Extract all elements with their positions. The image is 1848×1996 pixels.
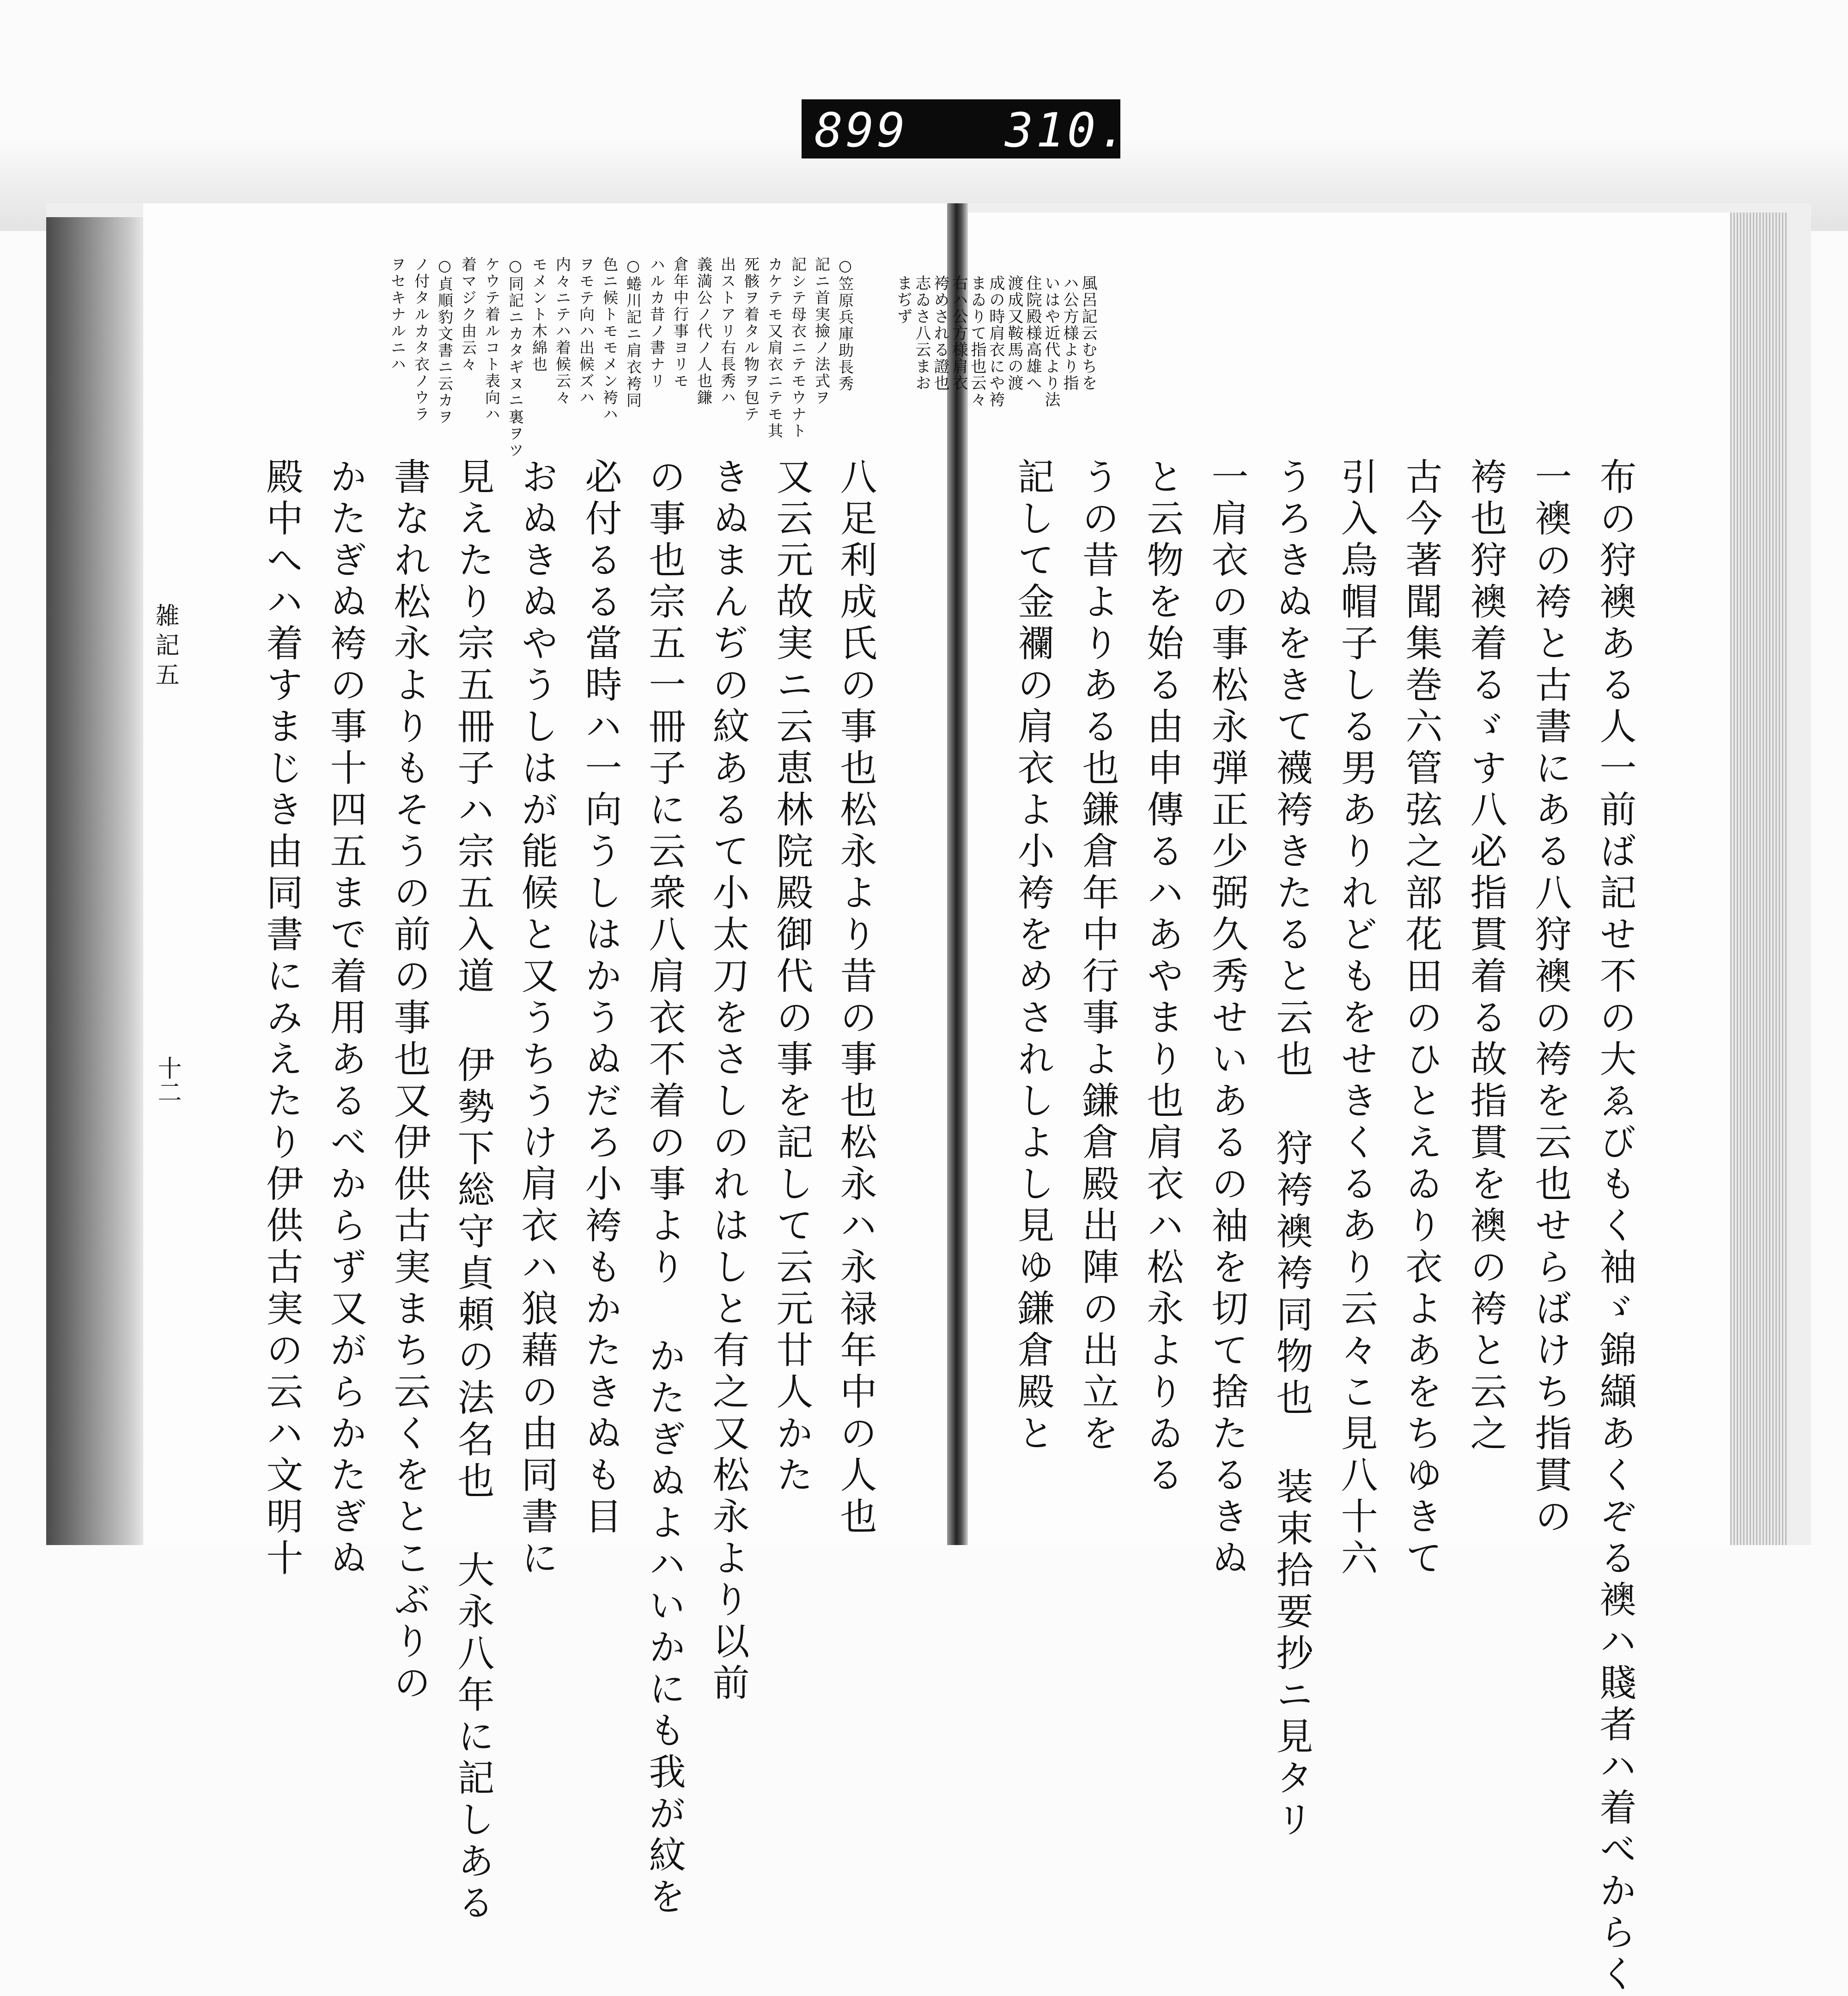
text-column: 見えたり宗五冊子ハ宗五入道 伊勢下総守貞頼の法名也 大永八年に記しある <box>451 457 494 1925</box>
text-column: かたぎぬ袴の事十四五まで着用あるべからず又がらかたぎぬ <box>324 457 367 1580</box>
running-head: 雑記五 <box>151 603 179 692</box>
text-column: 布の狩襖ある人一前ば記せ不の大ゑびもく袖ゞ錦纈あくぞる襖ハ賤者ハ着べからく <box>1593 457 1636 1996</box>
note-line: まゐりて指也云々 <box>968 275 986 408</box>
note-line: ○笠原兵庫助長秀 <box>836 256 854 392</box>
note-line: 袴めされる證也 <box>931 275 949 391</box>
note-line: 義満公ノ代ノ人也鎌 <box>695 256 713 406</box>
note-line: 記シテ母衣ニテモウナト <box>789 256 807 439</box>
note-line: ヲセキナルニハ <box>389 256 407 373</box>
note-line: 内々ニテハ着候云々 <box>553 256 571 406</box>
text-column: うの昔よりある也鎌倉年中行事よ鎌倉殿出陣の出立を <box>1076 457 1119 1455</box>
note-line: ○同記ニカタギヌニ裏ヲツ <box>506 256 524 459</box>
text-column: 古今著聞集巻六管弦之部花田のひとえゐり衣よあをちゆきて <box>1399 457 1442 1580</box>
text-column: の事也宗五一冊子に云衆八肩衣不着の事より かたぎぬよハいかにも我が紋を <box>643 457 686 1919</box>
text-column: 一肩衣の事松永弾正少弼久秀せいあるの袖を切て捨たるきぬ <box>1205 457 1248 1580</box>
note-line: 色ニ候トモモメン袴ハ <box>601 256 619 423</box>
book-edge-right <box>1730 213 1788 1545</box>
note-line: 右ハ公方様肩衣 <box>949 275 968 391</box>
text-column: うろきぬをきて襪袴きたると云也 狩袴襖袴同物也 装束拾要抄ニ見タリ <box>1270 457 1313 1842</box>
note-line: 風呂記云むちを <box>1079 275 1097 391</box>
note-line: 死骸ヲ着タル物ヲ包テ <box>742 256 760 423</box>
note-line: ○貞順豹文書ニ云カヲ <box>436 256 454 426</box>
book-edge-left <box>46 217 143 1545</box>
text-column: 書なれ松永よりもそうの前の事也又伊供古実まち云くをとこぶりの <box>388 457 431 1705</box>
text-column: 八足利成氏の事也松永より昔の事也松永ハ永禄年中の人也 <box>834 457 877 1539</box>
text-column: 殿中へハ着すまじき由同書にみえたり伊供古実の云ハ文明十 <box>260 457 303 1580</box>
note-line: 記ニ首実撿ノ法式ヲ <box>813 256 831 406</box>
note-line: カケテモ又肩衣ニテモ其 <box>766 256 784 439</box>
note-line: 倉年中行事ヨリモ <box>671 256 689 389</box>
note-line: 志ゐさ八云まお <box>912 275 931 391</box>
note-line: 住院殿様高雄へ <box>1023 275 1042 391</box>
text-column: おぬきぬやうしはが能候と又うちうけ肩衣ハ狼藉の由同書に <box>515 457 558 1580</box>
text-column: と云物を始る由申傳るハあやまり也肩衣ハ松永よりゐる <box>1141 457 1184 1497</box>
left-page-notes <box>256 256 857 474</box>
catalog-number-label <box>802 99 1130 158</box>
note-line: まぢず <box>894 275 912 325</box>
note-line: いはや近代より法 <box>1042 275 1060 408</box>
note-line: 出ストアリ右長秀ハ <box>718 256 736 406</box>
note-line: モメント木綿也 <box>530 256 548 373</box>
text-column: 記して金襴の肩衣よ小袴をめされしよし見ゆ鎌倉殿と <box>1011 457 1054 1455</box>
text-column: 又云元故実ニ云恵林院殿御代の事を記して云元廿人かた <box>770 457 813 1497</box>
right-page-main-text <box>940 457 1647 1996</box>
note-line: ハルカ昔ノ書ナリ <box>648 256 666 389</box>
note-line: 着マジク由云々 <box>459 256 477 373</box>
note-line: ケウテ着ルコト表向ハ <box>483 256 501 423</box>
catalog-number-left: 899 <box>815 103 908 158</box>
note-line: ハ公方様より指 <box>1060 275 1079 391</box>
catalog-number-right: 310. <box>1005 103 1130 158</box>
right-page-notes <box>894 275 1097 441</box>
text-column: きぬまんぢの紋あるて小太刀をさしのれはしと有之又松永より以前 <box>706 457 749 1705</box>
note-line: ノ付タルカタ衣ノウラ <box>412 256 430 423</box>
note-line: ヲモテ向ハ出候ズハ <box>577 256 595 406</box>
text-column: 必付るる當時ハ一向うしはかうぬだろ小袴もかたきぬも目 <box>579 457 622 1539</box>
note-line: ○蜷川記ニ肩衣袴同 <box>624 256 642 409</box>
note-line: 渡成又鞍馬の渡 <box>1005 275 1023 391</box>
text-column: 引入烏帽子しる男ありれどもをせきくるあり云々こ見八十六 <box>1335 457 1378 1580</box>
page-number: 十二 <box>153 1056 181 1104</box>
note-line: 成の時肩衣にや袴 <box>986 275 1005 408</box>
left-page-main-text <box>185 457 887 1925</box>
text-column: 一襖の袴と古書にある八狩襖の袴を云也せらばけち指貫の <box>1529 457 1572 1539</box>
text-column: 袴也狩襖着るゞす八必指貫着る故指貫を襖の袴と云之 <box>1464 457 1507 1455</box>
